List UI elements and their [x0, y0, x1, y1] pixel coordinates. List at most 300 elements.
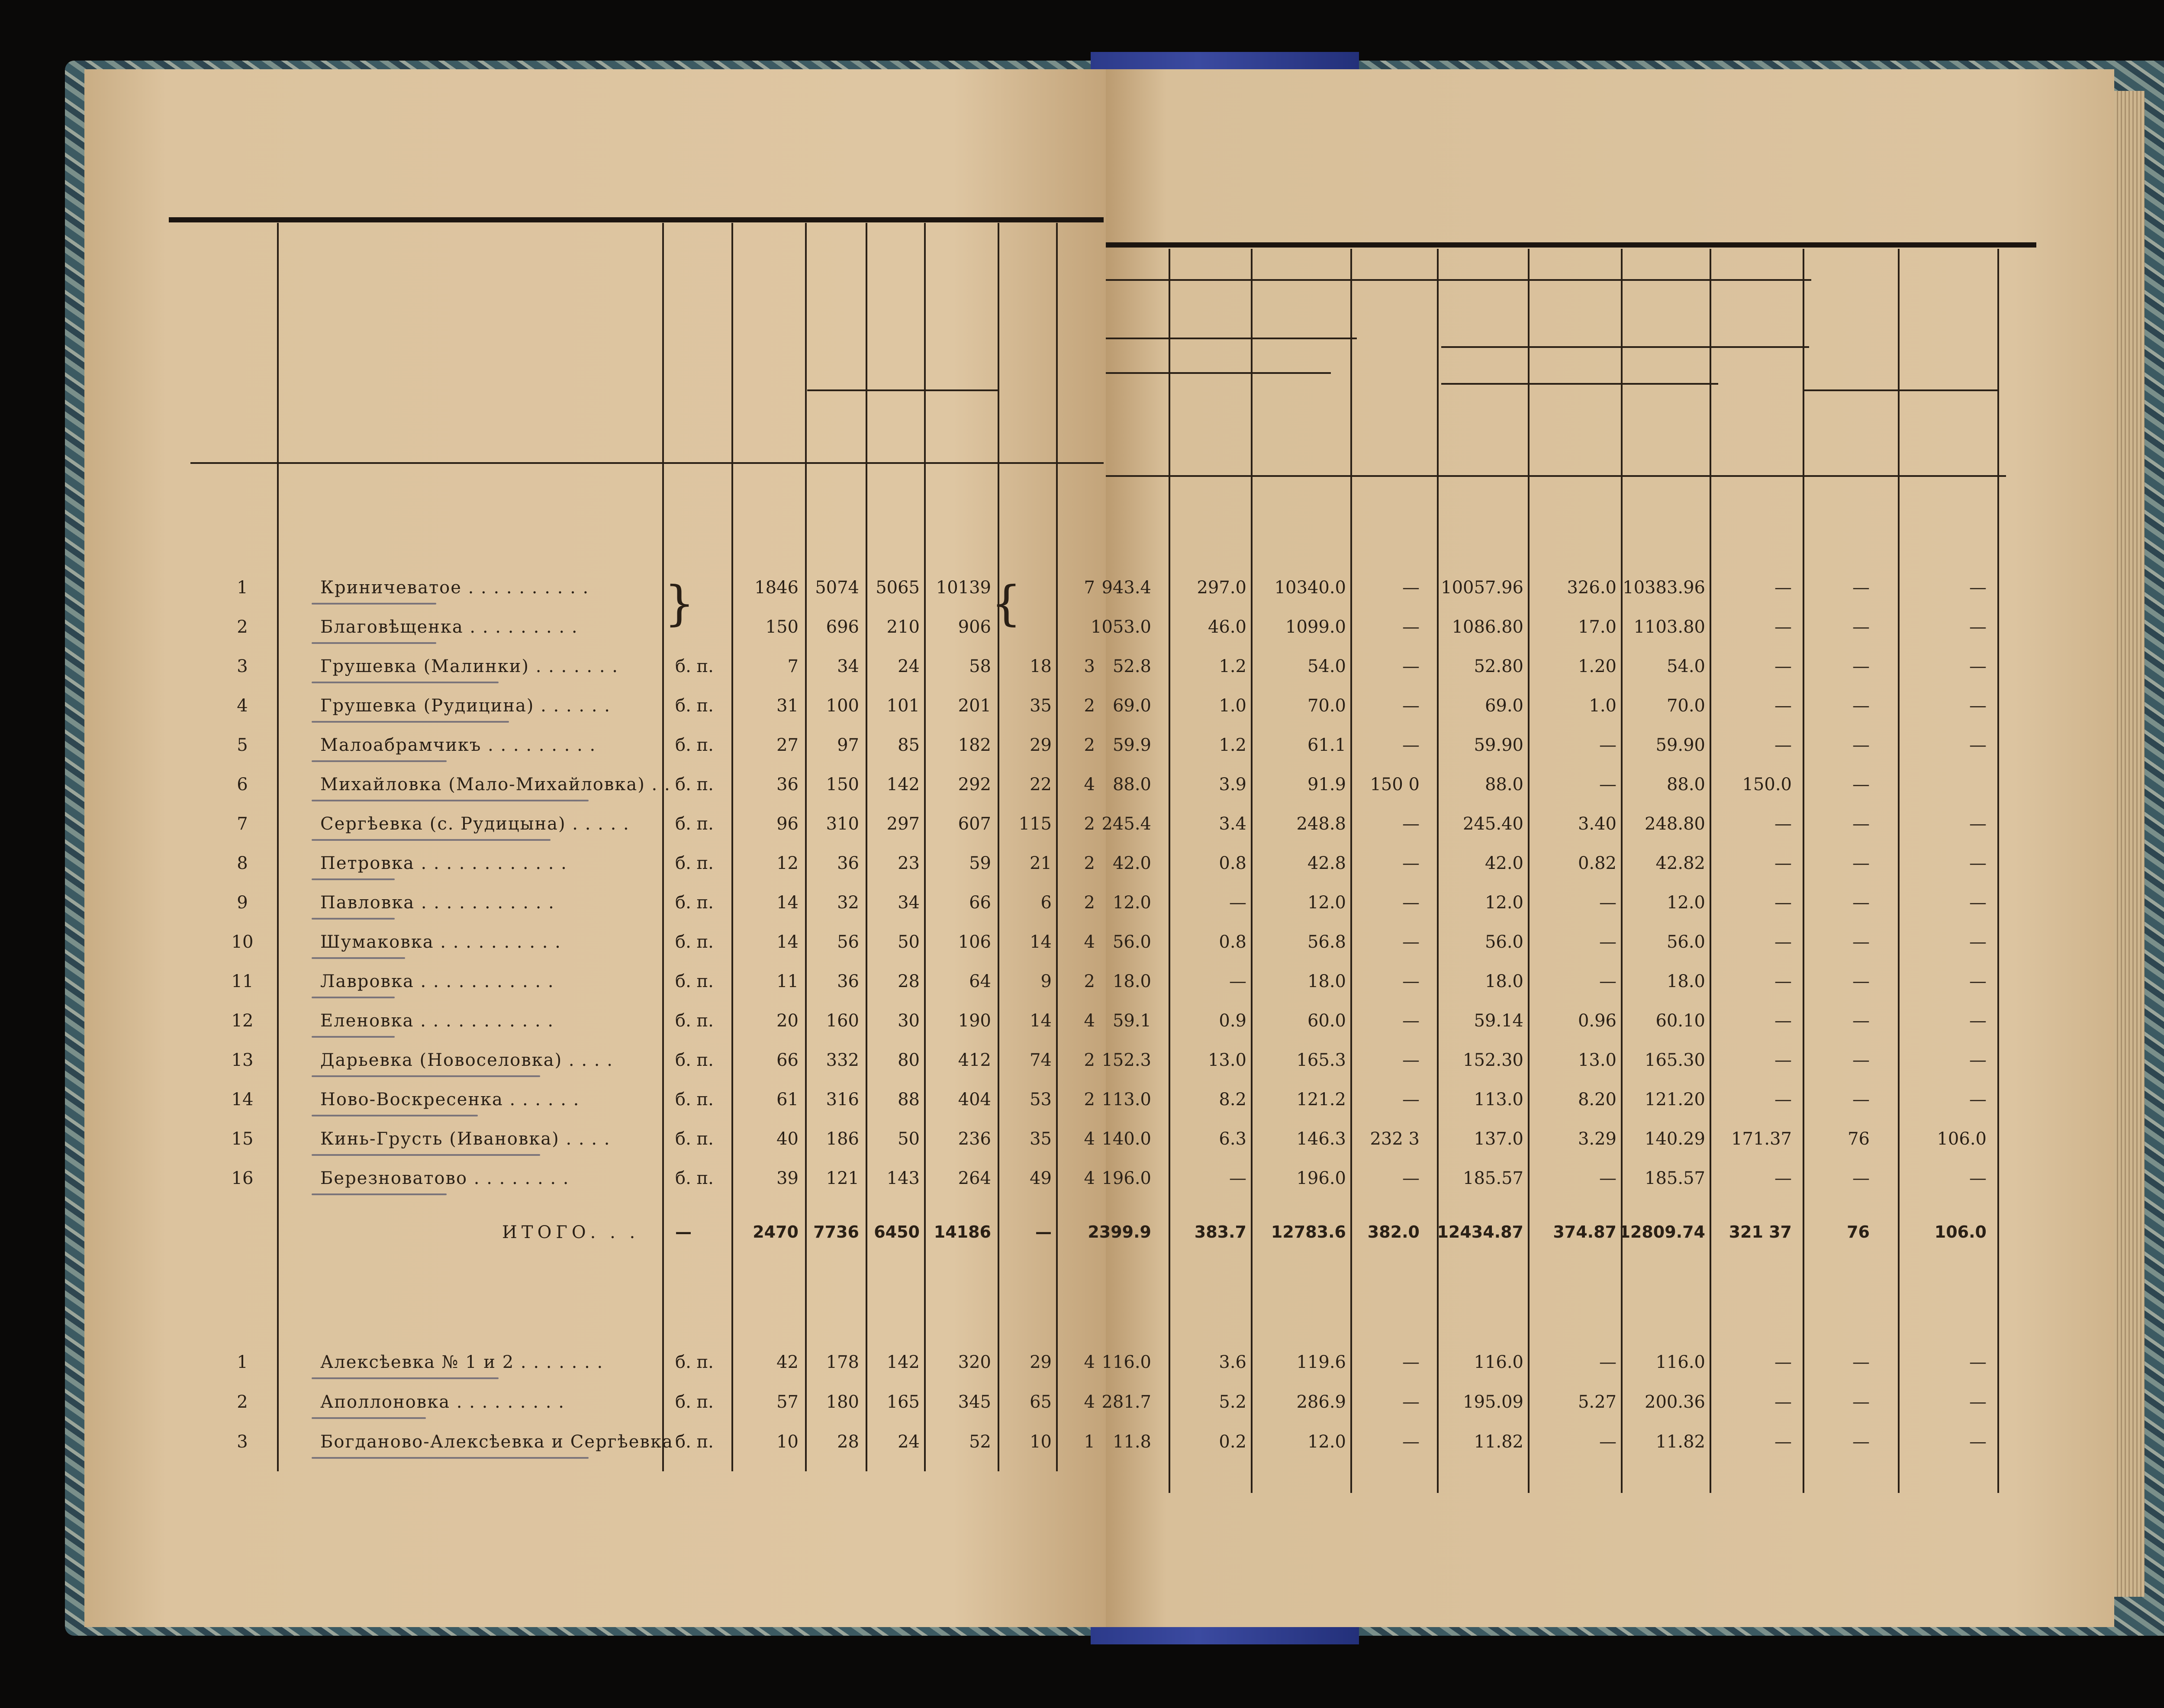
column-rule-right-9	[1997, 249, 1999, 1493]
cell-tot: 91.9	[1307, 775, 1346, 794]
cell-b2: 3.29	[1578, 1129, 1617, 1149]
cell-g2: 152.30	[1463, 1050, 1523, 1070]
cell-b2: 3.40	[1578, 814, 1617, 834]
cell-tot2: 59.90	[1655, 735, 1705, 755]
cell-souls: 29	[1030, 735, 1052, 755]
cell-tot2: 12.0	[1666, 893, 1705, 913]
cell-yards: 10	[776, 1432, 799, 1452]
cell-bo2: —	[1774, 1050, 1792, 1070]
cell-n: 9	[237, 893, 248, 913]
cell-m: 100	[826, 696, 859, 716]
cell-b2: 5.27	[1578, 1392, 1617, 1412]
cell-tot2: 248.80	[1645, 814, 1705, 834]
cell-m: 56	[837, 932, 859, 952]
cell-bo: —	[1402, 893, 1420, 913]
cell-bo2: —	[1774, 1352, 1792, 1372]
settlement-name: Павловка . . . . . . . . . . .	[320, 893, 555, 913]
cell-g2: 88.0	[1485, 775, 1523, 794]
cell-n: 13	[231, 1050, 254, 1070]
cell-b: 1.2	[1219, 656, 1246, 676]
header-land-split	[1106, 279, 1811, 281]
cell-yards: 40	[776, 1129, 799, 1149]
cell-tot: 286.9	[1296, 1392, 1346, 1412]
cell-souls: 49	[1030, 1168, 1052, 1188]
cell-bo: —	[1402, 735, 1420, 755]
header-nadel1-split	[1106, 372, 1331, 374]
cell-m: 7736	[813, 1222, 859, 1242]
settlement-name: Кинь-Грусть (Ивановка) . . . .	[320, 1129, 611, 1149]
cell-t: 264	[958, 1168, 991, 1188]
cell-cls: б. п.	[675, 1050, 714, 1070]
cell-t: 10139	[936, 578, 991, 598]
cell-size: 2	[1084, 1050, 1095, 1070]
cell-g: 196.0	[1101, 1168, 1151, 1188]
cell-t: 607	[958, 814, 991, 834]
cell-b2: —	[1599, 1352, 1617, 1372]
settlement-name: Дарьевка (Новоселовка) . . . .	[320, 1050, 613, 1070]
cell-cls: б. п.	[675, 1129, 714, 1149]
cell-b: 1.0	[1219, 696, 1246, 716]
cell-t: 58	[969, 656, 991, 676]
cell-tot: 248.8	[1296, 814, 1346, 834]
cell-tot: 12.0	[1307, 893, 1346, 913]
cell-fd: —	[1969, 1432, 1987, 1452]
cell-tot: 12.0	[1307, 1432, 1346, 1452]
cell-tot2: 18.0	[1666, 971, 1705, 991]
cell-n: 12	[231, 1011, 254, 1031]
cell-size: 2	[1084, 1090, 1095, 1110]
cell-souls: 74	[1030, 1050, 1052, 1070]
cell-bo2: —	[1774, 735, 1792, 755]
cell-fn: —	[1852, 1090, 1870, 1110]
cell-souls: 10	[1030, 1432, 1052, 1452]
cell-b2: 0.96	[1578, 1011, 1617, 1031]
cell-fd: —	[1969, 735, 1987, 755]
cell-bo2: —	[1774, 1432, 1792, 1452]
cell-fd: —	[1969, 893, 1987, 913]
settlement-name: Богданово-Алексѣевка и Сергѣевка	[320, 1432, 673, 1452]
header-souls	[1000, 225, 1056, 459]
cell-g2: 59.90	[1474, 735, 1523, 755]
cell-tot: 165.3	[1296, 1050, 1346, 1070]
cell-yards: 150	[765, 617, 799, 637]
cell-f: 210	[886, 617, 920, 637]
cell-t: 64	[969, 971, 991, 991]
settlement-name: Михайловка (Мало-Михайловка) . .	[320, 775, 671, 794]
cell-b2: —	[1599, 893, 1617, 913]
cell-souls: 35	[1030, 1129, 1052, 1149]
cell-size: 2	[1084, 735, 1095, 755]
pencil-underline	[312, 839, 551, 841]
cell-fn: —	[1852, 932, 1870, 952]
cell-bo: —	[1402, 1050, 1420, 1070]
cell-yards: 14	[776, 893, 799, 913]
cell-fn: —	[1852, 578, 1870, 598]
cell-tot2: 11.82	[1655, 1432, 1705, 1452]
cell-b: 0.9	[1219, 1011, 1246, 1031]
cell-bo: —	[1402, 1432, 1420, 1452]
cell-b: 3.6	[1219, 1352, 1246, 1372]
cell-tot: 119.6	[1296, 1352, 1346, 1372]
header-1898-split	[1106, 338, 1357, 339]
column-rule-left-2	[731, 223, 733, 1471]
cell-g: 245.4	[1101, 814, 1151, 834]
cell-souls: 53	[1030, 1090, 1052, 1110]
cell-t: 14186	[934, 1222, 991, 1242]
cell-yards: 2470	[753, 1222, 799, 1242]
cell-g2: 113.0	[1474, 1090, 1523, 1110]
cell-bo: —	[1402, 578, 1420, 598]
cell-size: 2	[1084, 893, 1095, 913]
cell-bo2: 150.0	[1742, 775, 1792, 794]
settlement-name: Аполлоновка . . . . . . . . .	[320, 1392, 565, 1412]
pencil-underline	[312, 1036, 395, 1038]
cell-g: 140.0	[1101, 1129, 1151, 1149]
cell-n: 16	[231, 1168, 254, 1188]
pencil-underline	[312, 760, 447, 762]
cell-f: 143	[886, 1168, 920, 1188]
cell-b2: —	[1599, 1432, 1617, 1452]
cell-n: 11	[231, 971, 254, 991]
cell-bo: 150 0	[1370, 775, 1420, 794]
cell-g: 52.8	[1112, 656, 1151, 676]
cell-t: 292	[958, 775, 991, 794]
cell-fd: —	[1969, 1168, 1987, 1188]
cell-bo: 382.0	[1367, 1222, 1420, 1242]
cell-tot: 60.0	[1307, 1011, 1346, 1031]
cell-tot: 42.8	[1307, 853, 1346, 873]
cell-f: 23	[898, 853, 920, 873]
cell-cls: б. п.	[675, 1432, 714, 1452]
cell-souls: 115	[1018, 814, 1052, 834]
cell-fn: —	[1852, 1392, 1870, 1412]
cell-bo2: —	[1774, 893, 1792, 913]
cell-cls: б. п.	[675, 775, 714, 794]
cell-n: 4	[237, 696, 248, 716]
cell-cls: б. п.	[675, 656, 714, 676]
cell-fn: —	[1852, 1168, 1870, 1188]
cell-n: 6	[237, 775, 248, 794]
cell-t: 190	[958, 1011, 991, 1031]
cell-g: 42.0	[1112, 853, 1151, 873]
cell-tot2: 42.82	[1655, 853, 1705, 873]
cell-tot2: 185.57	[1645, 1168, 1705, 1188]
cell-tot: 18.0	[1307, 971, 1346, 991]
cell-g2: 195.09	[1463, 1392, 1523, 1412]
cell-m: 186	[826, 1129, 859, 1149]
cell-fd: —	[1969, 814, 1987, 834]
cell-yards: 7	[787, 656, 799, 676]
cell-f: 6450	[874, 1222, 920, 1242]
cell-tot: 121.2	[1296, 1090, 1346, 1110]
cell-cls: б. п.	[675, 1011, 714, 1031]
cell-cls: б. п.	[675, 1352, 714, 1372]
cell-m: 310	[826, 814, 859, 834]
cell-b: 383.7	[1194, 1222, 1246, 1242]
cell-yards: 36	[776, 775, 799, 794]
cell-t: 320	[958, 1352, 991, 1372]
cell-n: 2	[237, 617, 248, 637]
cell-n: 5	[237, 735, 248, 755]
cell-tot: 146.3	[1296, 1129, 1346, 1149]
cell-m: 160	[826, 1011, 859, 1031]
cell-b: 13.0	[1208, 1050, 1246, 1070]
cell-size: 2	[1084, 853, 1095, 873]
cell-g2: 245.40	[1463, 814, 1523, 834]
cell-souls: 6	[1040, 893, 1052, 913]
cell-m: 180	[826, 1392, 859, 1412]
pencil-underline	[312, 642, 436, 644]
page-edges	[2114, 91, 2145, 1597]
cell-b: 8.2	[1219, 1090, 1246, 1110]
cell-tot2: 12809.74	[1619, 1222, 1705, 1242]
cell-m: 121	[826, 1168, 859, 1188]
cell-t: 404	[958, 1090, 991, 1110]
cell-fn: —	[1852, 696, 1870, 716]
total-label: ИТОГО. . .	[502, 1222, 640, 1242]
cell-tot2: 140.29	[1645, 1129, 1705, 1149]
cell-tot2: 165.30	[1645, 1050, 1705, 1070]
column-rule-left-5	[924, 223, 926, 1471]
cell-t: 182	[958, 735, 991, 755]
cell-g2: 69.0	[1485, 696, 1523, 716]
cell-size: 4	[1084, 1129, 1095, 1149]
cell-yards: 20	[776, 1011, 799, 1031]
cell-cls: б. п.	[675, 932, 714, 952]
cell-g2: 1086.80	[1452, 617, 1523, 637]
cell-yards: 27	[776, 735, 799, 755]
pencil-underline	[312, 957, 405, 959]
cell-g2: 137.0	[1474, 1129, 1523, 1149]
cell-b2: 17.0	[1578, 617, 1617, 637]
cell-fd: 106.0	[1934, 1222, 1987, 1242]
cell-fd: —	[1969, 696, 1987, 716]
cell-souls: —	[1035, 1222, 1052, 1242]
cell-f: 165	[886, 1392, 920, 1412]
header-bad-1898	[1195, 381, 1233, 459]
pencil-underline	[312, 603, 436, 605]
cell-yards: 96	[776, 814, 799, 834]
cell-fd: —	[1969, 932, 1987, 952]
cell-size: 1	[1084, 1432, 1095, 1452]
column-rule-left-7	[1056, 223, 1058, 1471]
cell-t: 412	[958, 1050, 991, 1070]
cell-bo: 232 3	[1370, 1129, 1420, 1149]
cell-size: 2	[1084, 814, 1095, 834]
header-yards	[736, 234, 809, 450]
cell-b2: 8.20	[1578, 1090, 1617, 1110]
cell-n: 10	[231, 932, 254, 952]
cell-f: 88	[898, 1090, 920, 1110]
header-nadel2-split	[1441, 383, 1718, 385]
cell-fd: —	[1969, 617, 1987, 637]
cell-tot2: 70.0	[1666, 696, 1705, 716]
cell-cls: б. п.	[675, 893, 714, 913]
cell-tot: 10340.0	[1274, 578, 1346, 598]
cell-bo2: —	[1774, 1392, 1792, 1412]
header-1911-split	[1441, 346, 1809, 348]
pencil-underline	[312, 1193, 447, 1195]
pencil-underline	[312, 918, 395, 920]
cell-n: 15	[231, 1129, 254, 1149]
cell-tot2: 54.0	[1666, 656, 1705, 676]
cell-fd: —	[1969, 656, 1987, 676]
cell-f: 142	[886, 775, 920, 794]
top-rule-left	[169, 217, 1104, 222]
cell-souls: 14	[1030, 1011, 1052, 1031]
cell-bo: —	[1402, 971, 1420, 991]
cell-g: 943.4	[1101, 578, 1151, 598]
cell-b: 1.2	[1219, 735, 1246, 755]
cell-bo2: —	[1774, 971, 1792, 991]
cell-m: 5074	[815, 578, 859, 598]
cell-yards: 12	[776, 853, 799, 873]
cell-souls: 29	[1030, 1352, 1052, 1372]
cell-fn: —	[1852, 1011, 1870, 1031]
cell-fd: —	[1969, 1050, 1987, 1070]
cell-bo2: —	[1774, 814, 1792, 834]
cell-g2: 12.0	[1485, 893, 1523, 913]
pencil-underline	[312, 1457, 589, 1459]
cell-f: 24	[898, 656, 920, 676]
settlement-name: Шумаковка . . . . . . . . . .	[320, 932, 561, 952]
cell-fn: —	[1852, 1432, 1870, 1452]
cell-g: 152.3	[1101, 1050, 1151, 1070]
cell-yards: 42	[776, 1352, 799, 1372]
cell-fn: —	[1852, 1352, 1870, 1372]
cell-g: 2399.9	[1088, 1222, 1151, 1242]
cell-bo: —	[1402, 1011, 1420, 1031]
cell-cls: б. п.	[675, 1168, 714, 1188]
cell-b: 0.8	[1219, 853, 1246, 873]
cell-b: 3.4	[1219, 814, 1246, 834]
settlement-name: Лавровка . . . . . . . . . . .	[320, 971, 554, 991]
cell-size: 4	[1084, 1011, 1095, 1031]
cell-n: 7	[237, 814, 248, 834]
cell-f: 101	[886, 696, 920, 716]
cell-m: 36	[837, 971, 859, 991]
cell-size: 4	[1084, 932, 1095, 952]
column-rule-left-0	[277, 223, 279, 1471]
pencil-underline	[312, 721, 509, 723]
cell-g: 88.0	[1112, 775, 1151, 794]
cell-bo2: —	[1774, 853, 1792, 873]
cell-g: 69.0	[1112, 696, 1151, 716]
cell-b2: —	[1599, 775, 1617, 794]
cell-b: 3.9	[1219, 775, 1246, 794]
settlement-name: Еленовка . . . . . . . . . . .	[320, 1011, 554, 1031]
cell-g2: 185.57	[1463, 1168, 1523, 1188]
cell-g: 281.7	[1101, 1392, 1151, 1412]
cell-size: 2	[1084, 696, 1095, 716]
cell-yards: 14	[776, 932, 799, 952]
cell-fd: —	[1969, 1090, 1987, 1110]
cell-b2: 1.20	[1578, 656, 1617, 676]
cell-tot: 196.0	[1296, 1168, 1346, 1188]
cell-yards: 66	[776, 1050, 799, 1070]
header-pop-split	[807, 389, 998, 391]
cell-bo: —	[1402, 1352, 1420, 1372]
cell-g: 56.0	[1112, 932, 1151, 952]
column-rule-left-4	[866, 223, 867, 1471]
cell-bo: —	[1402, 853, 1420, 873]
cell-bo: —	[1402, 932, 1420, 952]
cell-n: 3	[237, 1432, 248, 1452]
cell-tot2: 56.0	[1666, 932, 1705, 952]
cell-b: 0.8	[1219, 932, 1246, 952]
cell-cls: б. п.	[675, 735, 714, 755]
cell-b2: —	[1599, 1168, 1617, 1188]
cell-bo: —	[1402, 617, 1420, 637]
cell-g2: 18.0	[1485, 971, 1523, 991]
pencil-underline	[312, 1154, 540, 1156]
settlement-name: Благовѣщенка . . . . . . . . .	[320, 617, 578, 637]
cell-size: 4	[1084, 1392, 1095, 1412]
cell-souls: 14	[1030, 932, 1052, 952]
cell-bo: —	[1402, 1392, 1420, 1412]
cell-fn: —	[1852, 814, 1870, 834]
cell-bo2: —	[1774, 1011, 1792, 1031]
cell-bo2: —	[1774, 696, 1792, 716]
cell-g2: 11.82	[1474, 1432, 1523, 1452]
cell-f: 50	[898, 932, 920, 952]
settlement-name: Грушевка (Рудицина) . . . . . .	[320, 696, 611, 716]
cell-souls: 21	[1030, 853, 1052, 873]
cell-bo: —	[1402, 1090, 1420, 1110]
settlement-name: Сергѣевка (с. Рудицына) . . . . .	[320, 814, 630, 834]
cell-m: 28	[837, 1432, 859, 1452]
cell-bo2: —	[1774, 578, 1792, 598]
cell-tot: 1099.0	[1285, 617, 1346, 637]
cell-b2: —	[1599, 735, 1617, 755]
cell-m: 696	[826, 617, 859, 637]
header-allotment-size	[1058, 225, 1101, 459]
cell-cls: б. п.	[675, 971, 714, 991]
cell-bo: —	[1402, 1168, 1420, 1188]
cell-bo2: —	[1774, 932, 1792, 952]
pencil-underline	[312, 1075, 540, 1077]
cell-size: 4	[1084, 775, 1095, 794]
pencil-underline	[312, 800, 589, 801]
cell-f: 30	[898, 1011, 920, 1031]
cell-fd: —	[1969, 1352, 1987, 1372]
cell-fn: —	[1852, 1050, 1870, 1070]
cell-g: 59.9	[1112, 735, 1151, 755]
cell-f: 50	[898, 1129, 920, 1149]
cell-g: 59.1	[1112, 1011, 1151, 1031]
cell-b2: —	[1599, 932, 1617, 952]
cell-m: 316	[826, 1090, 859, 1110]
cell-g2: 42.0	[1485, 853, 1523, 873]
cell-n: 1	[237, 1352, 248, 1372]
cell-bo2: 321 37	[1729, 1222, 1792, 1242]
cell-b2: —	[1599, 971, 1617, 991]
cell-size: 3	[1084, 656, 1095, 676]
cell-yards: 57	[776, 1392, 799, 1412]
cell-fn: —	[1852, 656, 1870, 676]
cell-souls: 22	[1030, 775, 1052, 794]
cell-fd: —	[1969, 853, 1987, 873]
cell-f: 34	[898, 893, 920, 913]
cell-g: 116.0	[1101, 1352, 1151, 1372]
cell-g: 113.0	[1101, 1090, 1151, 1110]
cell-t: 66	[969, 893, 991, 913]
cell-tot2: 88.0	[1666, 775, 1705, 794]
cell-t: 52	[969, 1432, 991, 1452]
settlement-name: Березноватово . . . . . . . .	[320, 1168, 570, 1188]
cell-g: 18.0	[1112, 971, 1151, 991]
cell-f: 142	[886, 1352, 920, 1372]
